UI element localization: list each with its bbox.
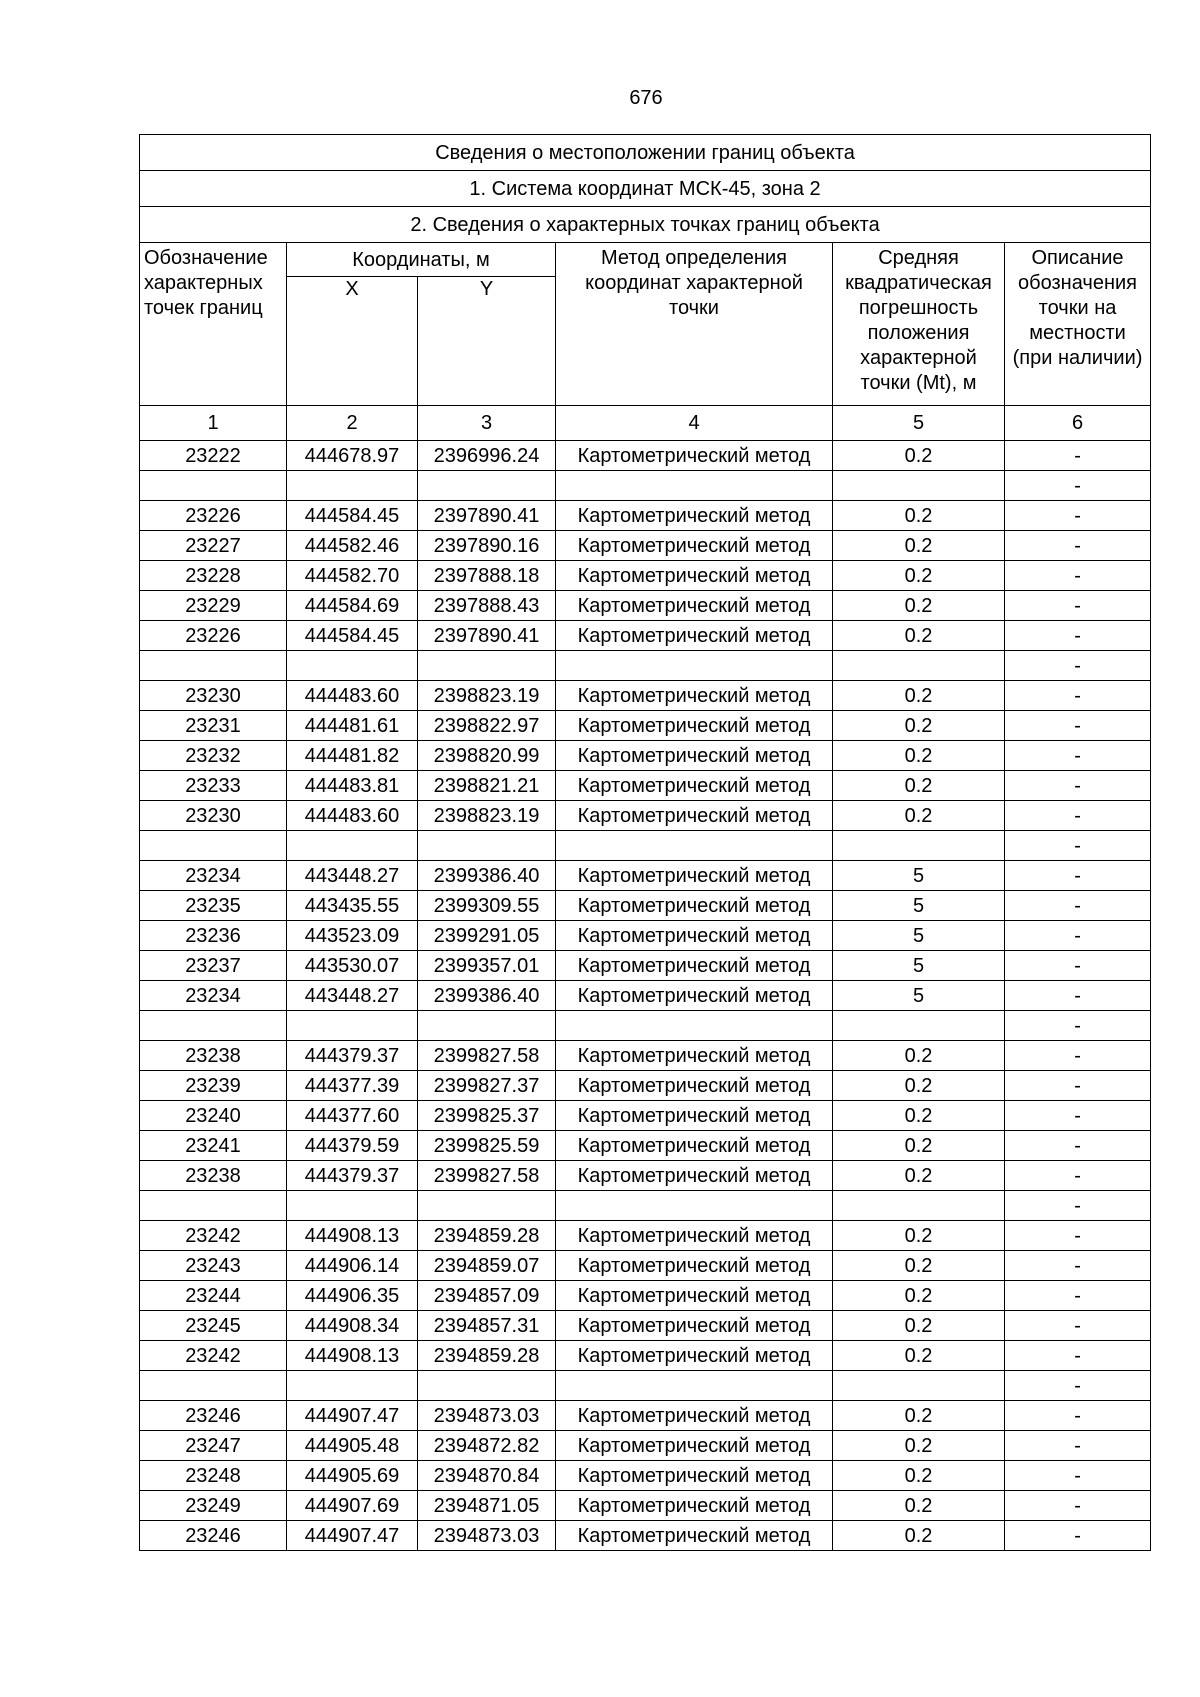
x-coordinate-cell: 444584.45 <box>287 621 418 651</box>
x-coordinate-cell: 444481.61 <box>287 711 418 741</box>
error-cell: 0.2 <box>833 1251 1005 1281</box>
table-row <box>140 1161 1151 1191</box>
table-row <box>140 591 1151 621</box>
description-cell: - <box>1005 921 1151 951</box>
y-coordinate-cell: 2394871.05 <box>418 1491 556 1521</box>
x-coordinate-cell: 444483.60 <box>287 801 418 831</box>
point-id-cell: 23228 <box>140 561 287 591</box>
error-cell <box>833 1011 1005 1041</box>
point-id-cell: 23237 <box>140 951 287 981</box>
error-cell <box>833 1371 1005 1401</box>
x-coordinate-cell: 444483.81 <box>287 771 418 801</box>
error-cell: 0.2 <box>833 621 1005 651</box>
method-cell: Картометрический метод <box>556 441 833 471</box>
x-coordinate-cell: 444678.97 <box>287 441 418 471</box>
point-id-cell: 23239 <box>140 1071 287 1101</box>
description-cell: - <box>1005 741 1151 771</box>
table-row <box>140 711 1151 741</box>
method-cell: Картометрический метод <box>556 711 833 741</box>
y-coordinate-cell: 2399291.05 <box>418 921 556 951</box>
table-row <box>140 531 1151 561</box>
table-row <box>140 831 1151 861</box>
x-coordinate-cell: 444584.69 <box>287 591 418 621</box>
method-cell: Картометрический метод <box>556 801 833 831</box>
error-cell: 5 <box>833 981 1005 1011</box>
point-id-cell: 23230 <box>140 801 287 831</box>
error-cell: 0.2 <box>833 1161 1005 1191</box>
method-cell <box>556 471 833 501</box>
description-cell: - <box>1005 1191 1151 1221</box>
method-cell: Картометрический метод <box>556 531 833 561</box>
y-coordinate-cell: 2394872.82 <box>418 1431 556 1461</box>
table-row <box>140 1311 1151 1341</box>
x-coordinate-cell: 444907.47 <box>287 1401 418 1431</box>
table-row <box>140 1251 1151 1281</box>
y-coordinate-cell: 2394873.03 <box>418 1401 556 1431</box>
description-cell: - <box>1005 471 1151 501</box>
error-cell: 0.2 <box>833 741 1005 771</box>
description-cell: - <box>1005 1251 1151 1281</box>
point-id-cell: 23232 <box>140 741 287 771</box>
table-row <box>140 1071 1151 1101</box>
point-id-cell: 23234 <box>140 861 287 891</box>
table-row <box>140 471 1151 501</box>
table-row <box>140 501 1151 531</box>
x-coordinate-cell: 444907.47 <box>287 1521 418 1551</box>
description-cell: - <box>1005 1131 1151 1161</box>
point-id-cell: 23222 <box>140 441 287 471</box>
x-coordinate-cell: 443530.07 <box>287 951 418 981</box>
x-coordinate-cell: 444906.35 <box>287 1281 418 1311</box>
description-cell: - <box>1005 531 1151 561</box>
table-row <box>140 1491 1151 1521</box>
error-cell <box>833 831 1005 861</box>
point-id-cell: 23244 <box>140 1281 287 1311</box>
point-id-cell: 23249 <box>140 1491 287 1521</box>
description-cell: - <box>1005 1011 1151 1041</box>
y-coordinate-cell: 2399357.01 <box>418 951 556 981</box>
method-cell <box>556 1371 833 1401</box>
column-numbers-row <box>140 406 1151 441</box>
column-number: 6 <box>1005 406 1151 441</box>
error-cell: 0.2 <box>833 501 1005 531</box>
description-cell: - <box>1005 1371 1151 1401</box>
error-cell <box>833 1191 1005 1221</box>
description-cell: - <box>1005 801 1151 831</box>
point-id-cell: 23247 <box>140 1431 287 1461</box>
y-coordinate-cell: 2397890.41 <box>418 621 556 651</box>
method-cell: Картометрический метод <box>556 591 833 621</box>
table-row <box>140 861 1151 891</box>
y-coordinate-cell: 2398821.21 <box>418 771 556 801</box>
error-cell: 0.2 <box>833 681 1005 711</box>
header-designation: Обозначение характерных точек границ <box>140 243 287 406</box>
description-cell: - <box>1005 1431 1151 1461</box>
x-coordinate-cell: 444908.13 <box>287 1221 418 1251</box>
error-cell: 0.2 <box>833 771 1005 801</box>
method-cell: Картометрический метод <box>556 681 833 711</box>
method-cell: Картометрический метод <box>556 891 833 921</box>
error-cell: 0.2 <box>833 1461 1005 1491</box>
table-row <box>140 561 1151 591</box>
x-coordinate-cell: 444379.37 <box>287 1041 418 1071</box>
error-cell <box>833 471 1005 501</box>
method-cell: Картометрический метод <box>556 501 833 531</box>
error-cell: 0.2 <box>833 1311 1005 1341</box>
point-id-cell: 23234 <box>140 981 287 1011</box>
point-id-cell: 23227 <box>140 531 287 561</box>
point-id-cell: 23230 <box>140 681 287 711</box>
column-number: 2 <box>287 406 418 441</box>
error-cell: 5 <box>833 951 1005 981</box>
description-cell: - <box>1005 501 1151 531</box>
table-row <box>140 951 1151 981</box>
x-coordinate-cell: 444483.60 <box>287 681 418 711</box>
coordinate-system: 1. Система координат МСК-45, зона 2 <box>140 171 1151 207</box>
x-coordinate-cell <box>287 1191 418 1221</box>
table-row <box>140 1101 1151 1131</box>
description-cell: - <box>1005 441 1151 471</box>
description-cell: - <box>1005 1461 1151 1491</box>
point-id-cell <box>140 1011 287 1041</box>
column-number: 5 <box>833 406 1005 441</box>
x-coordinate-cell <box>287 1371 418 1401</box>
error-cell: 0.2 <box>833 1431 1005 1461</box>
x-coordinate-cell: 443435.55 <box>287 891 418 921</box>
x-coordinate-cell: 444905.48 <box>287 1431 418 1461</box>
x-coordinate-cell: 444906.14 <box>287 1251 418 1281</box>
method-cell: Картометрический метод <box>556 1521 833 1551</box>
header-y: Y <box>418 277 556 406</box>
table-title: Сведения о местоположении границ объекта <box>140 135 1151 171</box>
description-cell: - <box>1005 561 1151 591</box>
point-id-cell: 23245 <box>140 1311 287 1341</box>
y-coordinate-cell: 2399827.37 <box>418 1071 556 1101</box>
y-coordinate-cell <box>418 471 556 501</box>
header-x: X <box>287 277 418 406</box>
table-row <box>140 681 1151 711</box>
point-id-cell <box>140 1371 287 1401</box>
point-id-cell: 23235 <box>140 891 287 921</box>
point-id-cell: 23248 <box>140 1461 287 1491</box>
error-cell: 0.2 <box>833 1281 1005 1311</box>
description-cell: - <box>1005 621 1151 651</box>
method-cell: Картометрический метод <box>556 561 833 591</box>
point-id-cell: 23242 <box>140 1341 287 1371</box>
description-cell: - <box>1005 831 1151 861</box>
x-coordinate-cell: 444908.34 <box>287 1311 418 1341</box>
error-cell: 0.2 <box>833 441 1005 471</box>
column-number: 1 <box>140 406 287 441</box>
description-cell: - <box>1005 861 1151 891</box>
method-cell <box>556 1191 833 1221</box>
x-coordinate-cell: 444582.70 <box>287 561 418 591</box>
table-row <box>140 981 1151 1011</box>
y-coordinate-cell: 2394859.28 <box>418 1221 556 1251</box>
error-cell: 0.2 <box>833 1221 1005 1251</box>
column-number: 4 <box>556 406 833 441</box>
x-coordinate-cell: 444584.45 <box>287 501 418 531</box>
x-coordinate-cell: 443448.27 <box>287 981 418 1011</box>
x-coordinate-cell: 444379.37 <box>287 1161 418 1191</box>
method-cell <box>556 1011 833 1041</box>
y-coordinate-cell: 2394857.31 <box>418 1311 556 1341</box>
table-row <box>140 1461 1151 1491</box>
point-id-cell: 23226 <box>140 621 287 651</box>
description-cell: - <box>1005 1041 1151 1071</box>
table-row <box>140 891 1151 921</box>
y-coordinate-cell: 2399827.58 <box>418 1041 556 1071</box>
method-cell: Картометрический метод <box>556 771 833 801</box>
method-cell: Картометрический метод <box>556 1041 833 1071</box>
y-coordinate-cell: 2399386.40 <box>418 861 556 891</box>
table-row <box>140 1221 1151 1251</box>
error-cell: 5 <box>833 891 1005 921</box>
x-coordinate-cell: 444481.82 <box>287 741 418 771</box>
y-coordinate-cell: 2399827.58 <box>418 1161 556 1191</box>
error-cell: 5 <box>833 861 1005 891</box>
description-cell: - <box>1005 1281 1151 1311</box>
point-id-cell: 23226 <box>140 501 287 531</box>
y-coordinate-cell: 2396996.24 <box>418 441 556 471</box>
method-cell: Картометрический метод <box>556 1071 833 1101</box>
method-cell: Картометрический метод <box>556 1281 833 1311</box>
point-id-cell <box>140 831 287 861</box>
point-id-cell <box>140 471 287 501</box>
x-coordinate-cell: 444582.46 <box>287 531 418 561</box>
point-id-cell: 23246 <box>140 1521 287 1551</box>
description-cell: - <box>1005 1341 1151 1371</box>
table-row <box>140 1191 1151 1221</box>
table-row <box>140 801 1151 831</box>
y-coordinate-cell: 2398822.97 <box>418 711 556 741</box>
x-coordinate-cell: 444377.60 <box>287 1101 418 1131</box>
method-cell: Картометрический метод <box>556 1491 833 1521</box>
method-cell <box>556 651 833 681</box>
header-description: Описание обозначения точки на местности (при наличии) <box>1005 243 1151 406</box>
x-coordinate-cell <box>287 1011 418 1041</box>
point-id-cell: 23233 <box>140 771 287 801</box>
x-coordinate-cell: 444905.69 <box>287 1461 418 1491</box>
error-cell: 0.2 <box>833 1491 1005 1521</box>
point-id-cell: 23236 <box>140 921 287 951</box>
column-number: 3 <box>418 406 556 441</box>
method-cell: Картометрический метод <box>556 1101 833 1131</box>
method-cell: Картометрический метод <box>556 1341 833 1371</box>
method-cell: Картометрический метод <box>556 621 833 651</box>
description-cell: - <box>1005 1221 1151 1251</box>
page-number: 676 <box>629 87 663 109</box>
section-title: 2. Сведения о характерных точках границ объекта <box>140 207 1151 243</box>
error-cell: 0.2 <box>833 1101 1005 1131</box>
point-id-cell: 23231 <box>140 711 287 741</box>
description-cell: - <box>1005 1311 1151 1341</box>
method-cell: Картометрический метод <box>556 741 833 771</box>
y-coordinate-cell: 2398823.19 <box>418 801 556 831</box>
y-coordinate-cell <box>418 831 556 861</box>
table-row <box>140 1431 1151 1461</box>
error-cell <box>833 651 1005 681</box>
point-id-cell: 23246 <box>140 1401 287 1431</box>
description-cell: - <box>1005 981 1151 1011</box>
y-coordinate-cell: 2394859.28 <box>418 1341 556 1371</box>
method-cell: Картометрический метод <box>556 1221 833 1251</box>
x-coordinate-cell: 444908.13 <box>287 1341 418 1371</box>
method-cell: Картометрический метод <box>556 1401 833 1431</box>
point-id-cell: 23240 <box>140 1101 287 1131</box>
y-coordinate-cell: 2399825.59 <box>418 1131 556 1161</box>
method-cell: Картометрический метод <box>556 1431 833 1461</box>
description-cell: - <box>1005 1401 1151 1431</box>
y-coordinate-cell: 2399386.40 <box>418 981 556 1011</box>
point-id-cell <box>140 1191 287 1221</box>
table-row <box>140 1131 1151 1161</box>
header-coordinates: Координаты, м <box>287 243 556 277</box>
description-cell: - <box>1005 891 1151 921</box>
table-row <box>140 1341 1151 1371</box>
description-cell: - <box>1005 1491 1151 1521</box>
description-cell: - <box>1005 1161 1151 1191</box>
y-coordinate-cell <box>418 651 556 681</box>
table-row <box>140 1041 1151 1071</box>
y-coordinate-cell: 2398823.19 <box>418 681 556 711</box>
description-cell: - <box>1005 951 1151 981</box>
description-cell: - <box>1005 771 1151 801</box>
error-cell: 0.2 <box>833 801 1005 831</box>
method-cell: Картометрический метод <box>556 981 833 1011</box>
table-row <box>140 621 1151 651</box>
table-row <box>140 441 1151 471</box>
boundary-points-table <box>139 134 1151 1551</box>
y-coordinate-cell: 2394870.84 <box>418 1461 556 1491</box>
table-row <box>140 1281 1151 1311</box>
method-cell: Картометрический метод <box>556 921 833 951</box>
method-cell: Картометрический метод <box>556 1311 833 1341</box>
error-cell: 5 <box>833 921 1005 951</box>
point-id-cell: 23229 <box>140 591 287 621</box>
point-id-cell: 23238 <box>140 1041 287 1071</box>
error-cell: 0.2 <box>833 1131 1005 1161</box>
table-row <box>140 1401 1151 1431</box>
point-id-cell: 23238 <box>140 1161 287 1191</box>
description-cell: - <box>1005 1071 1151 1101</box>
error-cell: 0.2 <box>833 1401 1005 1431</box>
header-error: Средняя квадратическая погрешность положения характерной точки (Mt), м <box>833 243 1005 406</box>
x-coordinate-cell <box>287 471 418 501</box>
point-id-cell: 23242 <box>140 1221 287 1251</box>
point-id-cell: 23241 <box>140 1131 287 1161</box>
point-id-cell: 23243 <box>140 1251 287 1281</box>
table-row <box>140 1011 1151 1041</box>
description-cell: - <box>1005 591 1151 621</box>
error-cell: 0.2 <box>833 591 1005 621</box>
description-cell: - <box>1005 681 1151 711</box>
error-cell: 0.2 <box>833 1341 1005 1371</box>
table-row <box>140 921 1151 951</box>
error-cell: 0.2 <box>833 711 1005 741</box>
table-row <box>140 741 1151 771</box>
table-row <box>140 1521 1151 1551</box>
y-coordinate-cell: 2394859.07 <box>418 1251 556 1281</box>
error-cell: 0.2 <box>833 531 1005 561</box>
x-coordinate-cell: 444379.59 <box>287 1131 418 1161</box>
description-cell: - <box>1005 1521 1151 1551</box>
y-coordinate-cell <box>418 1011 556 1041</box>
method-cell: Картометрический метод <box>556 1251 833 1281</box>
y-coordinate-cell: 2399825.37 <box>418 1101 556 1131</box>
x-coordinate-cell <box>287 651 418 681</box>
y-coordinate-cell: 2397888.18 <box>418 561 556 591</box>
table-row <box>140 1371 1151 1401</box>
point-id-cell <box>140 651 287 681</box>
description-cell: - <box>1005 711 1151 741</box>
error-cell: 0.2 <box>833 1041 1005 1071</box>
y-coordinate-cell: 2394873.03 <box>418 1521 556 1551</box>
table-row <box>140 771 1151 801</box>
x-coordinate-cell: 443448.27 <box>287 861 418 891</box>
y-coordinate-cell: 2397890.16 <box>418 531 556 561</box>
x-coordinate-cell: 444907.69 <box>287 1491 418 1521</box>
header-method: Метод определения координат характерной точки <box>556 243 833 406</box>
description-cell: - <box>1005 1101 1151 1131</box>
y-coordinate-cell: 2399309.55 <box>418 891 556 921</box>
method-cell: Картометрический метод <box>556 1131 833 1161</box>
y-coordinate-cell: 2398820.99 <box>418 741 556 771</box>
y-coordinate-cell: 2394857.09 <box>418 1281 556 1311</box>
y-coordinate-cell: 2397890.41 <box>418 501 556 531</box>
method-cell: Картометрический метод <box>556 951 833 981</box>
x-coordinate-cell: 443523.09 <box>287 921 418 951</box>
error-cell: 0.2 <box>833 1521 1005 1551</box>
y-coordinate-cell <box>418 1191 556 1221</box>
y-coordinate-cell: 2397888.43 <box>418 591 556 621</box>
method-cell: Картометрический метод <box>556 1161 833 1191</box>
error-cell: 0.2 <box>833 1071 1005 1101</box>
method-cell <box>556 831 833 861</box>
method-cell: Картометрический метод <box>556 1461 833 1491</box>
x-coordinate-cell <box>287 831 418 861</box>
description-cell: - <box>1005 651 1151 681</box>
y-coordinate-cell <box>418 1371 556 1401</box>
error-cell: 0.2 <box>833 561 1005 591</box>
table-row <box>140 651 1151 681</box>
method-cell: Картометрический метод <box>556 861 833 891</box>
x-coordinate-cell: 444377.39 <box>287 1071 418 1101</box>
